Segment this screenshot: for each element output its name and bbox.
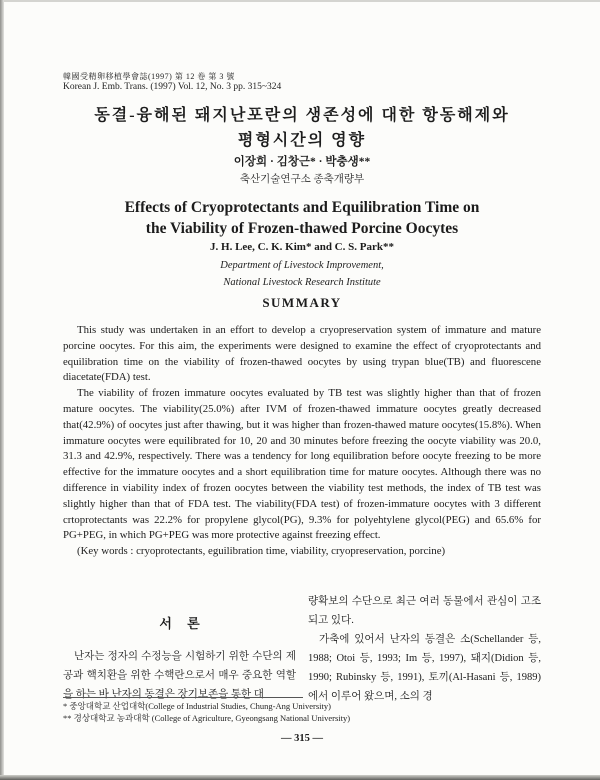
korean-title-line1: 동결-융해된 돼지난포란의 생존성에 대한 항동해제와 <box>94 107 510 124</box>
korean-title <box>63 103 541 153</box>
korean-title-line2: 평형시간의 영향 <box>237 132 367 149</box>
summary-section <box>63 323 541 560</box>
english-affiliation <box>63 258 541 291</box>
intro-left-paragraph: 난자는 정자의 수정능을 시험하기 위한 수단의 제공과 핵치환을 위한 수핵란으로서 매우 중요한 역할을 하는 바 난자의 동결은 장기보존을 통한 대 <box>63 651 296 700</box>
footnote-1: * 중앙대학교 산업대학(College of Industrial Studies, Chung-Ang University) <box>63 701 331 711</box>
intro-heading: 서 론 <box>159 616 200 631</box>
journal-title-hanja: 韓國受精卵移植學會誌(1997) 第 12 卷 第 3 號 <box>63 72 235 81</box>
english-title <box>63 197 541 239</box>
korean-authors: 이장희 · 김창근* · 박충생** <box>233 156 371 168</box>
intro-left-column <box>63 592 296 706</box>
english-title-line1: Effects of Cryoprotectants and Equilibration Time on <box>124 199 480 216</box>
footnotes <box>63 697 541 724</box>
english-authors: J. H. Lee, C. K. Kim* and C. S. Park** <box>210 241 394 253</box>
english-affiliation-line1: Department of Livestock Improvement, <box>220 260 384 271</box>
summary-paragraph-1: This study was undertaken in an effort to develop a cryopreservation system of immature and mature porcine oocytes. For this aim, the experiments were designed to examine the effect of cryoprotectants and equilibration time on the viability of frozen-thawed oocytes by using trypan blue(TB) and fluorescene diacetate(FDA) test. <box>63 324 541 384</box>
intro-right-paragraph-1: 량확보의 수단으로 최근 여러 동물에서 관심이 고조되고 있다. <box>308 596 541 626</box>
footnote-2: ** 경상대학교 농과대학 (College of Agriculture, Gyeongsang National University) <box>63 712 351 723</box>
scan-edge-bottom <box>0 775 600 780</box>
scan-edge-left <box>0 0 4 780</box>
intro-right-column <box>308 592 541 706</box>
scan-edge-top <box>0 0 600 2</box>
english-title-line2: the Viability of Frozen-thawed Porcine Oocytes <box>145 220 459 237</box>
korean-affiliation: 축산기술연구소 종축개량부 <box>239 174 365 185</box>
keywords-line: (Key words : cryoprotectants, eguilibration time, viability, cryopreservation, porcine) <box>77 545 446 558</box>
intro-right-paragraph-2: 가축에 있어서 난자의 동결은 소(Schellander 등, 1988; Otoi 등, 1993; Im 등, 1997), 돼지(Didion 등, 1990; Rubinsky 등, 1991), 토끼(Al-Hasani 등, 1989)에서 이루어 왔으며, 소의 경 <box>308 634 541 702</box>
footnote-rule <box>63 697 303 698</box>
page-number: — 315 — <box>281 733 323 744</box>
summary-heading: SUMMARY <box>262 295 342 310</box>
journal-citation: Korean J. Emb. Trans. (1997) Vol. 12, No. 3 pp. 315~324 <box>63 82 282 92</box>
journal-header <box>63 71 541 93</box>
english-affiliation-line2: National Livestock Research Institute <box>223 276 381 288</box>
introduction-section <box>63 592 541 706</box>
summary-paragraph-2: The viability of frozen immature oocytes evaluated by TB test was slightly higher than that of frozen mature oocytes. The viability(25.0%) after IVM of frozen-thawed immature oocytes greatly decreased that(42.9%) of oocytes just after thawing, but it was higher than frozen-thawed mature oocytes(15.8%). When immature oocytes were equilibrated for 10, 20 and 30 minutes before freezing the oocyte viability was 20.0, 31.3 and 42.9%, respectively. There was a tendency for long equilibration before oocyte freezing to be more effective for the immature oocytes and a short equilibration time for mature oocytes. Although there was no difference in viability index of frozen oocytes between the viability test methods, the index of TB test was slightly higher than that of FDA test. The viability(FDA test) of frozen-immature oocytes with 3 different crtoprotectants was 22.2% for propylene glycol(PG), 9.3% for polyehtylene glycol(PEG) and 65.6% for PG+PEG, in which PG+PEG was more protective against freezing effect. <box>63 387 541 542</box>
